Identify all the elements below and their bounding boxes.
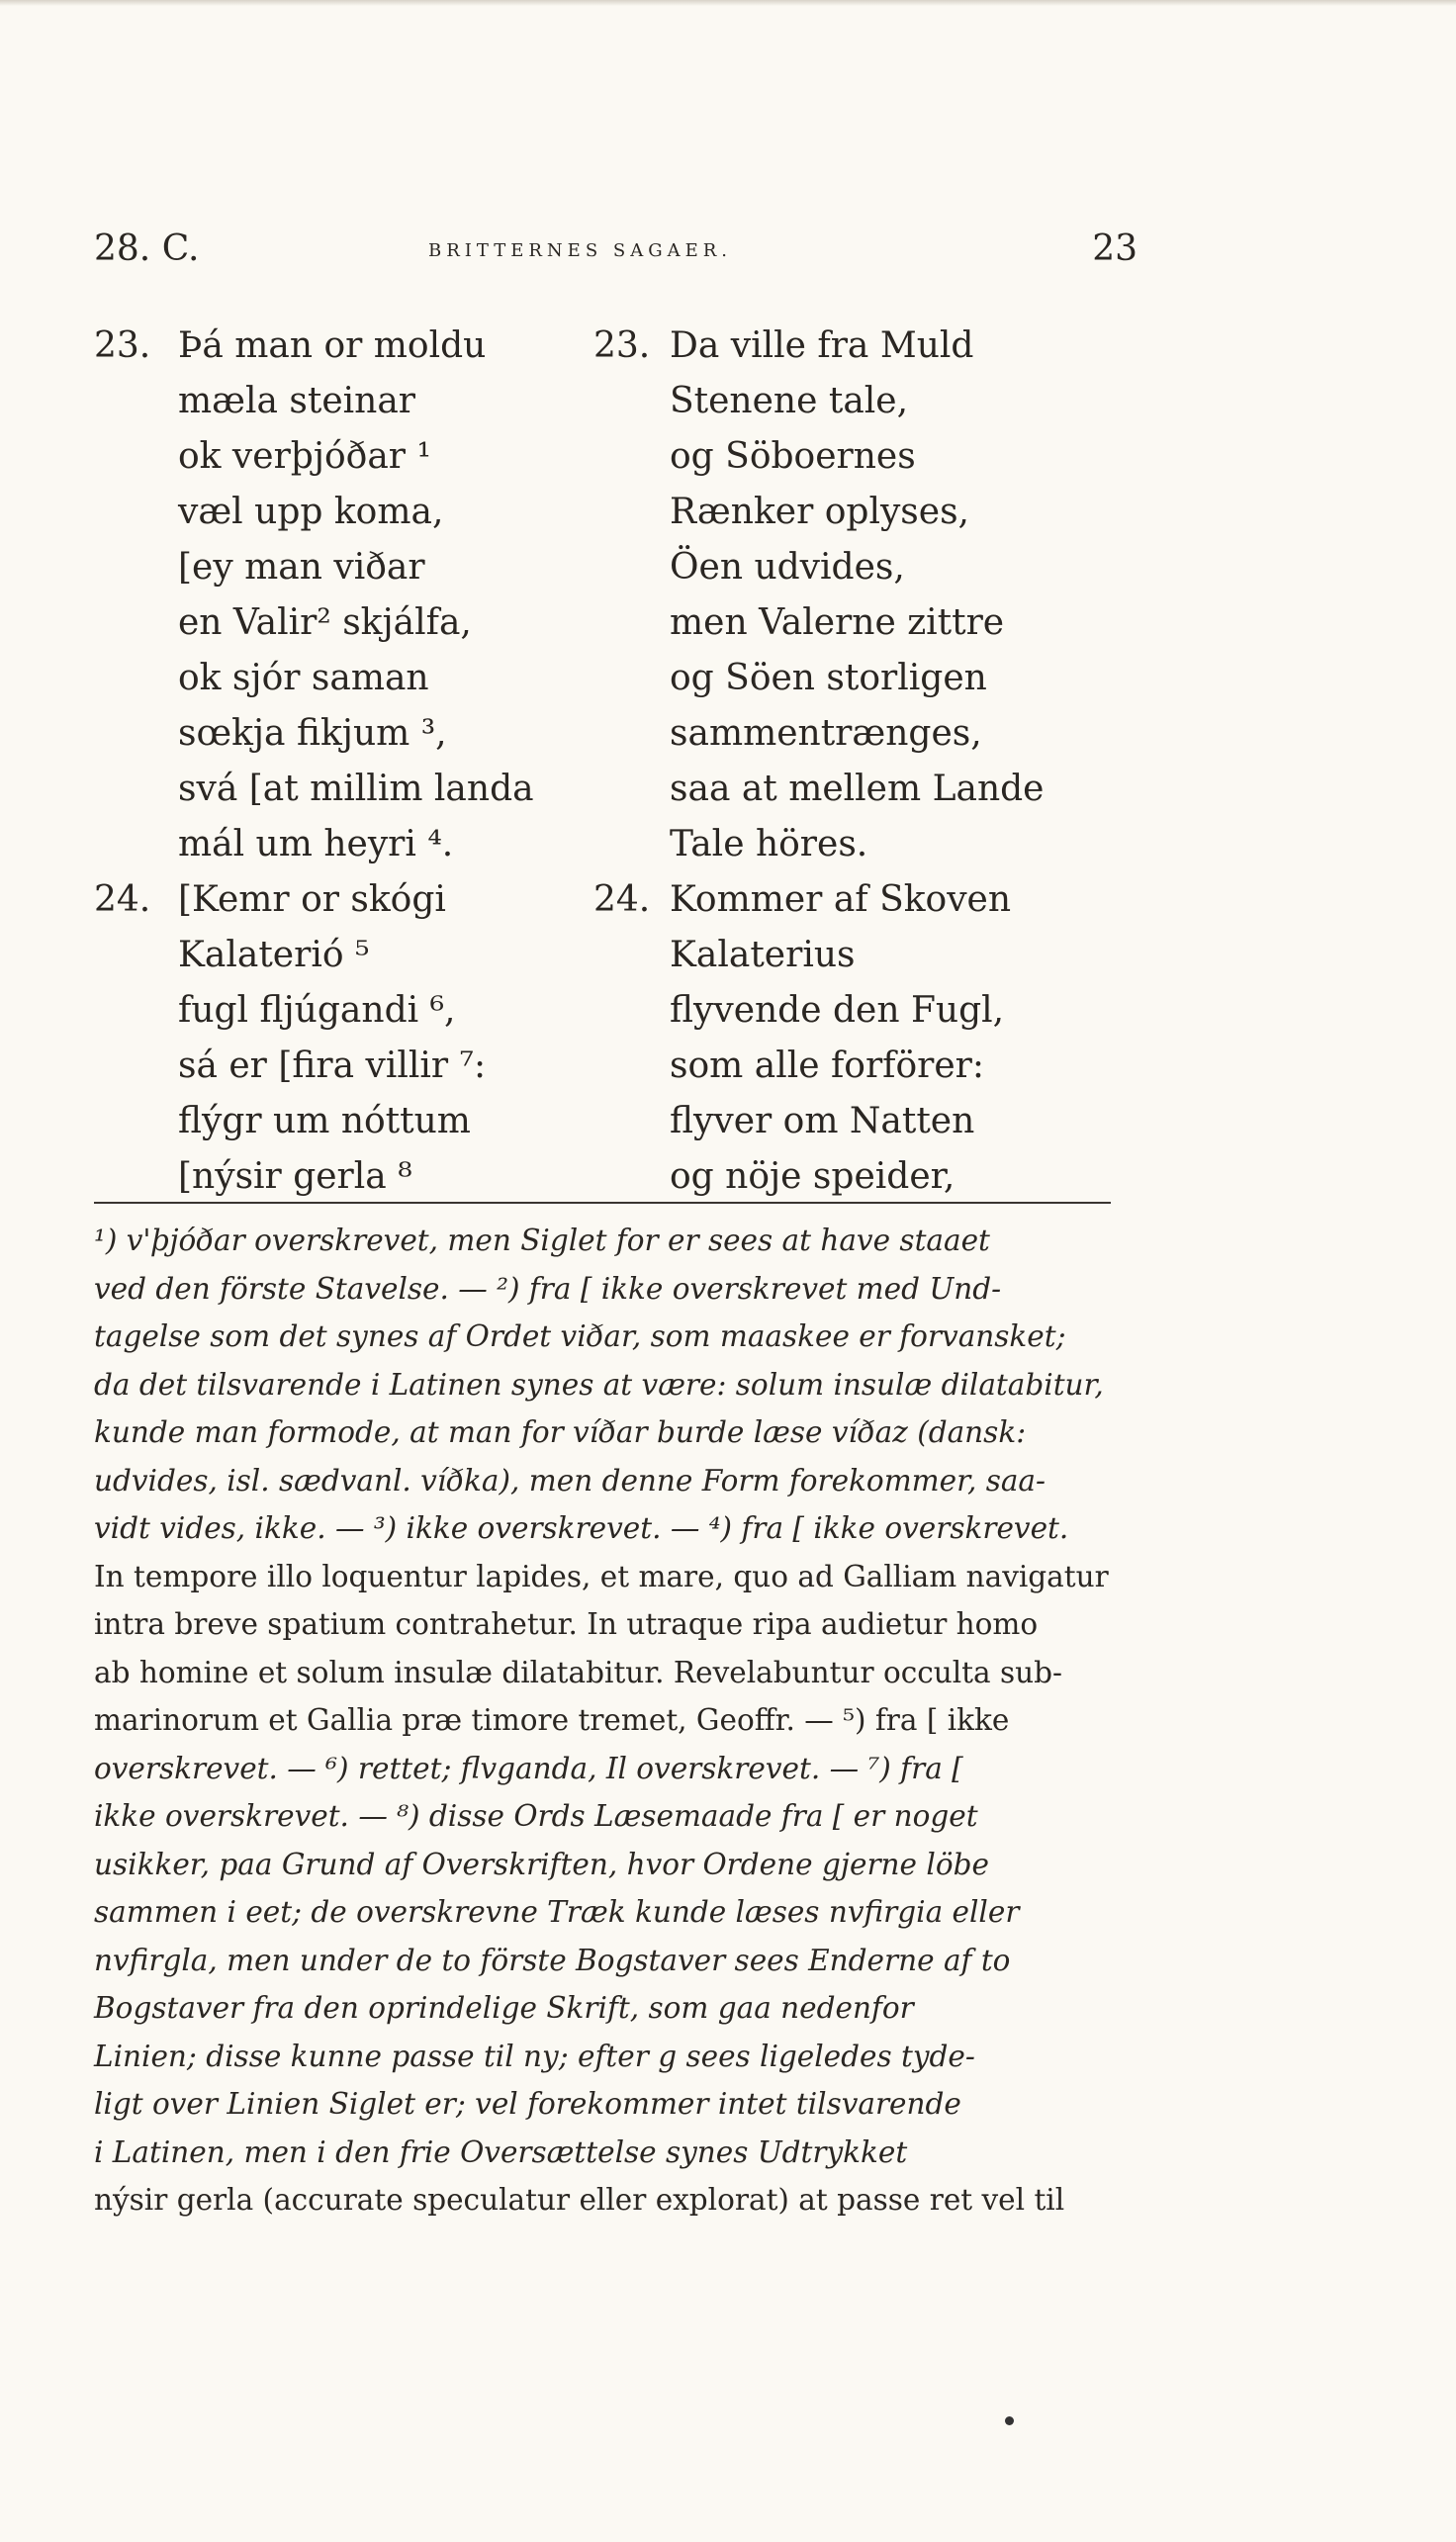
verse-line: Da ville fra Muld bbox=[670, 325, 974, 366]
page-top-edge bbox=[0, 0, 1456, 6]
verse-line: Kalaterius bbox=[670, 935, 856, 975]
verse-line: og Söboernes bbox=[670, 436, 916, 477]
footnote-line: ¹) v'þjóðar overskrevet, men Siglet for er sees at have staaet bbox=[94, 1224, 990, 1257]
verse-23-old-norse bbox=[94, 318, 589, 872]
verse-line: en Valir² skjálfa, bbox=[178, 602, 472, 643]
verse-line: Kommer af Skoven bbox=[670, 879, 1012, 920]
footnote-line: intra breve spatium contrahetur. In utraque ripa audietur homo bbox=[94, 1607, 1039, 1641]
verse-line: [Kemr or skógi bbox=[178, 879, 446, 920]
verse-23-danish bbox=[593, 318, 1108, 872]
verse-line: sammentrænges, bbox=[670, 713, 982, 754]
ink-speck bbox=[1005, 2416, 1014, 2425]
verse-line: Stenene tale, bbox=[670, 381, 909, 421]
page-number: 23 bbox=[1092, 228, 1138, 269]
footnote-line: tagelse som det synes af Ordet viðar, som maaskee er forvansket; bbox=[94, 1319, 1066, 1353]
verse-line: fugl fljúgandi ⁶, bbox=[178, 990, 456, 1031]
verse-line: væl upp koma, bbox=[178, 492, 444, 532]
footnote-line: marinorum et Gallia præ timore tremet, Geoffr. — ⁵) fra [ ikke bbox=[94, 1703, 1010, 1737]
verse-line: Rænker oplyses, bbox=[670, 492, 969, 532]
running-title: BRITTERNES SAGAER. bbox=[428, 240, 732, 261]
footnote-divider bbox=[94, 1202, 1111, 1204]
verse-line: mæla steinar bbox=[178, 381, 416, 421]
verse-number: 23. bbox=[94, 325, 151, 366]
footnote-line: usikker, paa Grund af Overskriften, hvor Ordene gjerne löbe bbox=[94, 1847, 989, 1881]
verse-line: flyver om Natten bbox=[670, 1101, 975, 1141]
footnote-line: Bogstaver fra den oprindelige Skrift, som gaa nedenfor bbox=[94, 1991, 914, 2025]
verse-line: sá er [fira villir ⁷: bbox=[178, 1045, 487, 1086]
verse-24-danish bbox=[593, 872, 1108, 1205]
footnote-line: nýsir gerla (accurate speculatur eller explorat) at passe ret vel til bbox=[94, 2183, 1065, 2217]
footnote-line: kunde man formode, at man for víðar burde læse víðaz (dansk: bbox=[94, 1415, 1027, 1449]
footnote-line: udvides, isl. sædvanl. víðka), men denne Form forekommer, saa- bbox=[94, 1463, 1046, 1498]
footnote-line: overskrevet. — ⁶) rettet; flvganda, Il overskrevet. — ⁷) fra [ bbox=[94, 1751, 963, 1785]
verse-line: Tale höres. bbox=[670, 824, 868, 864]
verse-number: 24. bbox=[94, 879, 151, 920]
verse-line: Kalaterió ⁵ bbox=[178, 935, 370, 975]
footnote-line: ved den förste Stavelse. — ²) fra [ ikke overskrevet med Und- bbox=[94, 1271, 1002, 1306]
verse-line: sœkja fikjum ³, bbox=[178, 713, 447, 754]
footnote-line: ab homine et solum insulæ dilatabitur. Revelabuntur occulta sub- bbox=[94, 1655, 1062, 1689]
footnote-line: vidt vides, ikke. — ³) ikke overskrevet. — ⁴) fra [ ikke overskrevet. bbox=[94, 1511, 1069, 1545]
verse-line: som alle forförer: bbox=[670, 1045, 985, 1086]
verse-line: ok verþjóðar ¹ bbox=[178, 436, 431, 477]
verse-line: [nýsir gerla ⁸ bbox=[178, 1156, 412, 1197]
footnotes bbox=[94, 1217, 1113, 2224]
verse-line: saa at mellem Lande bbox=[670, 769, 1045, 809]
verse-24-old-norse bbox=[94, 872, 589, 1205]
verse-line: og Söen storligen bbox=[670, 658, 987, 698]
footnote-line: ligt over Linien Siglet er; vel forekommer intet tilsvarende bbox=[94, 2087, 961, 2121]
footnote-line: Linien; disse kunne passe til ny; efter g sees ligeledes tyde- bbox=[94, 2039, 975, 2073]
footnote-line: ikke overskrevet. — ⁸) disse Ords Læsemaade fra [ er noget bbox=[94, 1799, 978, 1833]
page-header bbox=[94, 226, 1138, 273]
verse-line: men Valerne zittre bbox=[670, 602, 1005, 643]
verse-line: mál um heyri ⁴. bbox=[178, 824, 454, 864]
verse-line: flýgr um nóttum bbox=[178, 1101, 471, 1141]
verse-line: svá [at millim landa bbox=[178, 769, 534, 809]
footnote-line: i Latinen, men i den frie Oversættelse synes Udtrykket bbox=[94, 2134, 908, 2169]
verse-number: 24. bbox=[593, 879, 651, 920]
verse-line: Þá man or moldu bbox=[178, 325, 487, 366]
verse-line: flyvende den Fugl, bbox=[670, 990, 1005, 1031]
footnote-line: sammen i eet; de overskrevne Træk kunde læses nvfirgia eller bbox=[94, 1895, 1020, 1929]
footnote-line: In tempore illo loquentur lapides, et mare, quo ad Galliam navigatur bbox=[94, 1559, 1109, 1593]
verse-number: 23. bbox=[593, 325, 651, 366]
verse-line: ok sjór saman bbox=[178, 658, 429, 698]
verse-line: Öen udvides, bbox=[670, 547, 905, 588]
verse-line: [ey man viðar bbox=[178, 547, 425, 588]
verse-line: og nöje speider, bbox=[670, 1156, 956, 1197]
footnote-line: da det tilsvarende i Latinen synes at være: solum insulæ dilatabitur, bbox=[94, 1367, 1104, 1402]
section-reference: 28. C. bbox=[94, 228, 200, 269]
footnote-line: nvfirgla, men under de to förste Bogstaver sees Enderne af to bbox=[94, 1943, 1011, 1977]
